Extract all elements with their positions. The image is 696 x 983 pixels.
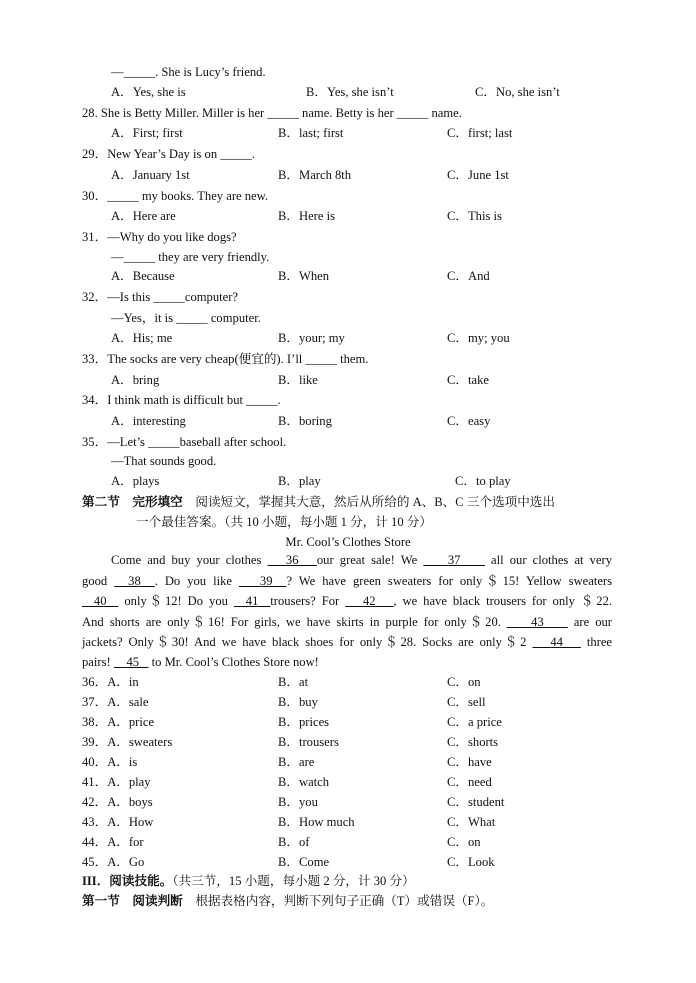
cloze-option-41-a: 41．A．play (82, 775, 151, 789)
section2-label: 第二节 完形填空 (82, 495, 183, 509)
q27-stem: —_____. She is Lucy’s friend. (111, 65, 266, 79)
cloze-option-43-a: 43．A．How (82, 815, 154, 829)
cloze-option-41-b: B．watch (278, 775, 330, 789)
q35-stem: 35．—Let’s _____baseball after school. (82, 435, 287, 449)
q32-option-b: B．your; my (278, 331, 345, 345)
q35-option-b: B．play (278, 474, 321, 488)
cloze-option-39-a: 39．A．sweaters (82, 735, 173, 749)
q28-option-b: B．last; first (278, 126, 344, 140)
q34-option-c: C．easy (447, 414, 491, 428)
q33-option-b: B．like (278, 373, 318, 387)
q31-stem: 31．—Why do you like dogs? (82, 230, 237, 244)
passage-title: Mr. Cool’s Clothes Store (285, 535, 411, 549)
cloze-option-37-a: 37．A．sale (82, 695, 149, 709)
blank-39: 39 (259, 574, 273, 588)
q32-stem-line2: —Yes，it is _____ computer. (111, 311, 261, 325)
q34-option-b: B．boring (278, 414, 332, 428)
q30-option-b: B．Here is (278, 209, 336, 223)
q28-option-a: A．First; first (111, 126, 183, 140)
q27-option-b: B．Yes, she isn’t (306, 85, 394, 99)
cloze-option-42-c: C．student (447, 795, 505, 809)
part3-sub-label: 第一节 阅读判断 (82, 894, 183, 908)
cloze-option-40-b: B．are (278, 755, 315, 769)
q35-option-c: C．to play (455, 474, 511, 488)
part3-header (82, 873, 415, 889)
cloze-option-45-b: B．Come (278, 855, 330, 869)
q27-option-c: C．No, she isn’t (475, 85, 560, 99)
q33-stem: 33．The socks are very cheap(便宜的). I’ll _____ them. (82, 352, 369, 366)
passage-line-6: pairs! 45 to Mr. Cool’s Clothes Store now! (82, 655, 319, 669)
q32-stem: 32．—Is this _____computer? (82, 290, 239, 304)
cloze-option-42-b: B．you (278, 795, 318, 809)
passage-line-2: good 38 . Do you like 39 ? We have green sweaters for only＄15! Yellow sweaters (82, 574, 613, 588)
q28-option-c: C．first; last (447, 126, 513, 140)
cloze-option-38-b: B．prices (278, 715, 330, 729)
cloze-option-44-b: B．of (278, 835, 310, 849)
q30-stem: 30．_____ my books. They are new. (82, 189, 269, 203)
q29-option-c: C．June 1st (447, 168, 509, 182)
passage-line-5: jackets? Only＄30! And we have black shoes for only＄28. Socks are only＄2 44 three (82, 635, 612, 649)
part3-heading: III．阅读技能。 (82, 874, 173, 888)
cloze-option-42-a: 42．A．boys (82, 795, 153, 809)
q31-stem-line2: —_____ they are very friendly. (111, 250, 270, 264)
cloze-option-40-a: 40．A．is (82, 755, 138, 769)
blank-44: 44 (550, 635, 563, 649)
cloze-option-38-a: 38．A．price (82, 715, 155, 729)
q33-option-c: C．take (447, 373, 489, 387)
cloze-option-43-c: C．What (447, 815, 496, 829)
q32-option-c: C．my; you (447, 331, 510, 345)
blank-41: 41 (245, 594, 259, 608)
blank-38: 38 (128, 574, 141, 588)
part3-subsection (82, 893, 493, 909)
blank-45: 45 (126, 655, 140, 669)
q27-option-a: A．Yes, she is (111, 85, 186, 99)
section2-instruction: 阅读短文，掌握其大意，然后从所给的 A、B、C 三个选项中选出 (195, 495, 555, 509)
blank-43: 43 (531, 615, 544, 629)
q34-option-a: A．interesting (111, 414, 186, 428)
q31-option-a: A．Because (111, 269, 175, 283)
q31-option-b: B．When (278, 269, 330, 283)
q32-option-a: A．His; me (111, 331, 173, 345)
cloze-option-41-c: C．need (447, 775, 492, 789)
blank-40: 40 (93, 594, 107, 608)
section2-header (82, 494, 555, 510)
cloze-option-45-c: C．Look (447, 855, 495, 869)
cloze-option-36-c: C．on (447, 675, 481, 689)
q30-option-a: A．Here are (111, 209, 176, 223)
cloze-option-39-b: B．trousers (278, 735, 339, 749)
cloze-option-43-b: B．How much (278, 815, 355, 829)
blank-42: 42 (362, 594, 376, 608)
passage-line-1: Come and buy your clothes 36 our great sale! We 37 all our clothes at very (111, 553, 613, 567)
cloze-option-44-c: C．on (447, 835, 481, 849)
cloze-option-45-a: 45．A．Go (82, 855, 145, 869)
q30-option-c: C．This is (447, 209, 502, 223)
cloze-option-36-a: 36．A．in (82, 675, 139, 689)
cloze-option-39-c: C．shorts (447, 735, 499, 749)
cloze-option-38-c: C．a price (447, 715, 502, 729)
part3-sub-instruction: 根据表格内容，判断下列句子正确（T）或错误（F）。 (195, 894, 494, 908)
q35-stem-line2: —That sounds good. (111, 454, 217, 468)
blank-37: 37 (447, 553, 461, 567)
q29-option-b: B．March 8th (278, 168, 352, 182)
cloze-option-40-c: C．have (447, 755, 492, 769)
q35-option-a: A．plays (111, 474, 160, 488)
cloze-option-36-b: B．at (278, 675, 309, 689)
q34-stem: 34．I think math is difficult but _____. (82, 393, 281, 407)
section2-instruction-line2: 一个最佳答案。（共 10 小题，每小题 1 分，计 10 分） (136, 515, 432, 529)
cloze-option-37-b: B．buy (278, 695, 318, 709)
cloze-option-44-a: 44．A．for (82, 835, 144, 849)
q28-stem: 28. She is Betty Miller. Miller is her _____ name. Betty is her _____ name. (82, 106, 462, 120)
q31-option-c: C．And (447, 269, 490, 283)
blank-36: 36 (285, 553, 299, 567)
q33-option-a: A．bring (111, 373, 160, 387)
passage-line-4: And shorts are only＄16! For girls, we have skirts in purple for only＄20. 43 are our (82, 615, 612, 629)
passage-line-3: 40 only＄12! Do you 41 trousers? For 42 , we have black trousers for only ＄22. (82, 593, 612, 609)
q29-option-a: A．January 1st (111, 168, 190, 182)
cloze-option-37-c: C．sell (447, 695, 486, 709)
part3-heading-rest: （共三节，15 小题，每小题 2 分，计 30 分） (172, 874, 415, 888)
q29-stem: 29．New Year’s Day is on _____. (82, 147, 255, 161)
